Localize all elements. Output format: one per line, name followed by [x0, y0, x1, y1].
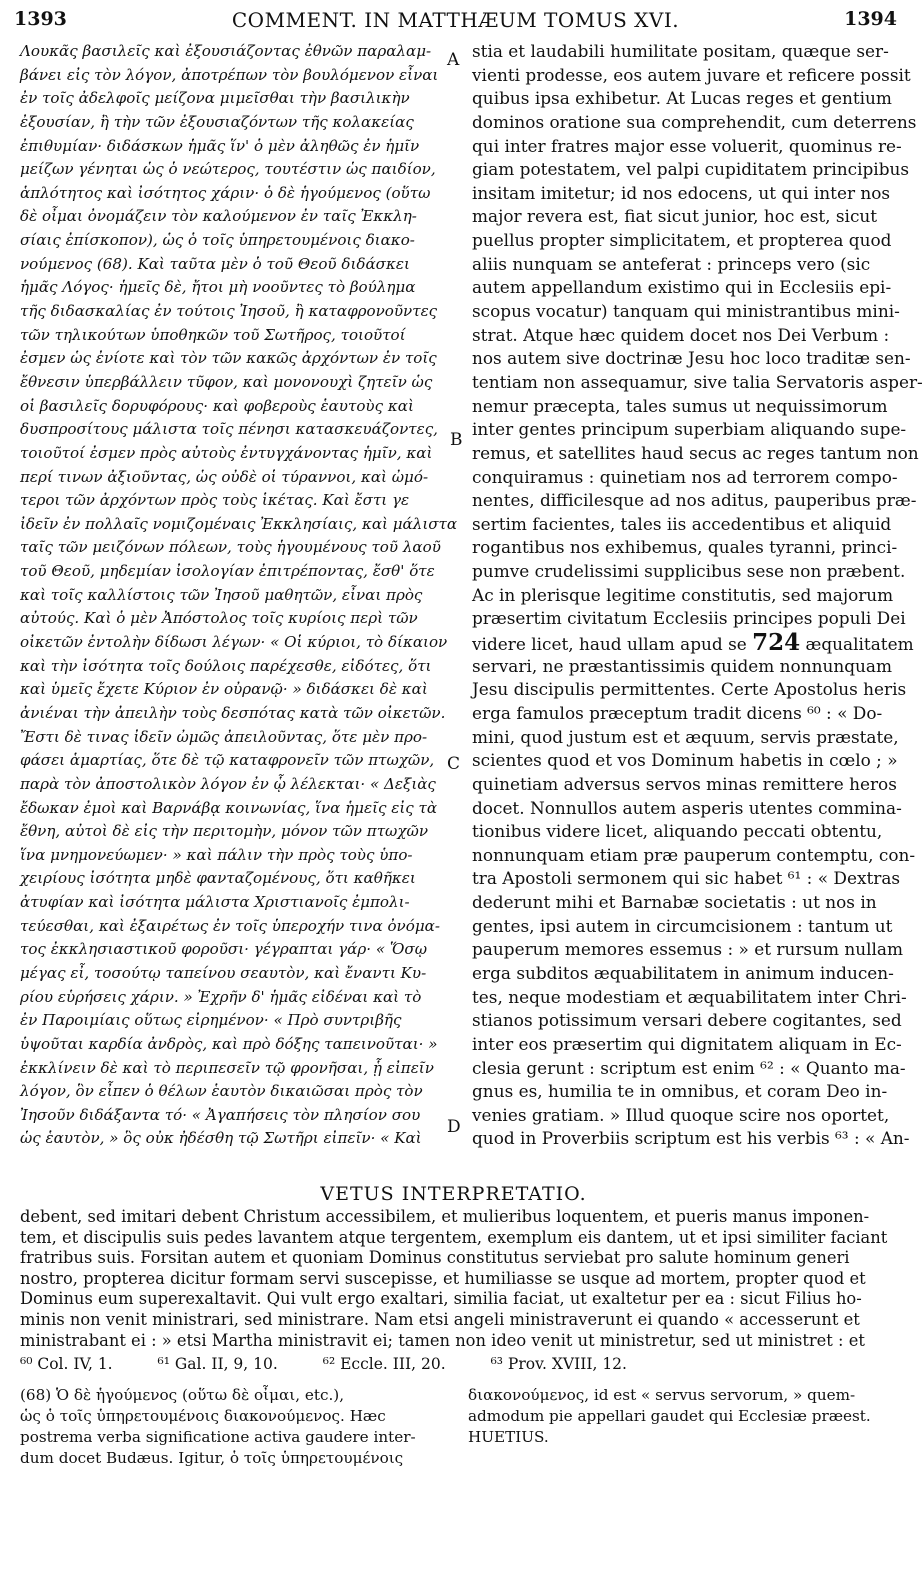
latin-text-line: rogantibus nos exhibemus, quales tyranni, princi- — [472, 537, 898, 558]
greek-text-line: τῆς διδασκαλίας ἐν τούτοις Ἰησοῦ, ἢ καταφρονοῦντες — [20, 302, 438, 321]
greek-text-line: τεύεσθαι, καὶ ἐξαιρέτως ἐν τοῖς ὑπεροχήν τινα ὀνόμα- — [20, 916, 440, 935]
latin-text-line: stianos potissimum versari debere cogitantes, sed — [472, 1010, 902, 1031]
margin-letter-b: B — [450, 430, 463, 450]
greek-text-line: ἰδεῖν ἐν πολλαῖς νομιζομέναις Ἐκκλησίαις, καὶ μάλιστα — [20, 514, 458, 533]
greek-text-line: ἵνα μνημονεύωμεν· » καὶ πάλιν τὴν πρὸς τοὺς ὑπο- — [20, 845, 413, 864]
latin-text-line: venies gratiam. » Illud quoque scire nos oportet, — [472, 1104, 890, 1125]
latin-text-line: erga famulos præceptum tradit dicens ⁶⁰ : « Do- — [472, 702, 883, 723]
editor-note-right — [468, 1385, 898, 1448]
greek-text-line: ρίου εὑρήσεις χάριν. » Ἐχρῆν δ' ἡμᾶς εἰδέναι καὶ τὸ — [20, 987, 422, 1006]
latin-text-line: gnus es, humilia te in omnibus, et coram Deo in- — [472, 1081, 888, 1102]
editor-note-line: dum docet Budæus. Igitur, ὁ τοῖς ὑπηρετουμένοις — [20, 1449, 404, 1467]
greek-text-line: καὶ τοῖς καλλίστοις τῶν Ἰησοῦ μαθητῶν, εἶναι πρὸς — [20, 585, 423, 604]
text-fragment: æqualitatem — [800, 634, 914, 655]
greek-text-line: Ἔστι δὲ τινας ἰδεῖν ὠμῶς ἀπειλοῦντας, ὅτε μὲν προ- — [20, 727, 428, 746]
footnote: ⁶⁰ Col. IV, 1. — [20, 1355, 113, 1373]
greek-text-line: παρὰ τὸν ἀποστολικὸν λόγον ἐν ᾧ λέλεκται· « Δεξιὰς — [20, 774, 436, 793]
editor-note-line: διακονούμενος, id est « servus servorum, » quem- — [468, 1386, 856, 1404]
latin-text-line: servari, ne præstantissimis quidem nonnunquam — [472, 655, 892, 676]
greek-text-line: χειρίους ἰσότητα μηδὲ φανταζομένους, ὅτι καθῆκει — [20, 869, 416, 888]
greek-text-line: καὶ ὑμεῖς ἔχετε Κύριον ἐν οὐρανῷ· » διδάσκει δὲ καὶ — [20, 680, 428, 699]
latin-text-line: dederunt mihi et Barnabæ societatis : ut nos in — [472, 892, 877, 913]
greek-text-line: ἀνιέναι τὴν ἀπειλὴν τοὺς δεσπότας κατὰ τῶν οἰκετῶν. — [20, 703, 446, 722]
latin-text-line: puellus propter simplicitatem, et propterea quod — [472, 230, 892, 251]
vetus-text-line: ministrabant ei : » etsi Martha ministravit ei; tamen non ideo venit ut ministretur, sed ut ministret : et — [20, 1330, 865, 1350]
greek-text-line: φάσει ἁμαρτίας, ὅτε δὲ τῷ καταφρονεῖν τῶν πτωχῶν, — [20, 751, 435, 770]
latin-column — [472, 40, 923, 1180]
editor-note-line: (68) Ὁ δὲ ἡγούμενος (οὕτω δὲ οἶμαι, etc.), — [20, 1386, 345, 1404]
latin-text-line: strat. Atque hæc quidem docet nos Dei Verbum : — [472, 324, 890, 345]
latin-text-line: scopus vocatur) tanquam qui ministrantibus mini- — [472, 301, 900, 322]
latin-text-line: sertim facientes, tales iis accedentibus et aliquid — [472, 513, 892, 534]
greek-text-line: ἐκκλίνειν δὲ καὶ τὸ περιπεσεῖν τῷ φρονῆσαι, ᾗ εἰπεῖν — [20, 1058, 434, 1077]
latin-text-line: insitam imitetur; id nos edocens, ut qui inter nos — [472, 182, 891, 203]
running-header — [14, 6, 897, 34]
margin-letter-d: D — [447, 1117, 461, 1137]
latin-text-line: aliis nunquam se anteferat : princeps vero (sic — [472, 253, 871, 274]
running-title: COMMENT. IN MATTHÆUM TOMUS XVI. — [231, 8, 680, 32]
greek-text-line: ἀτυφίαν καὶ ἰσότητα μάλιστα Χριστιανοῖς ἐμπολι- — [20, 893, 410, 912]
text-fragment: videre licet, haud ullam apud se — [472, 634, 753, 655]
page-number-left: 1393 — [14, 8, 67, 30]
latin-text-line: nemur præcepta, tales sumus ut nequissimorum — [472, 395, 888, 416]
vetus-text-line: tem, et discipulis suis pedes lavantem atque tergentem, exemplum eis dantem, ut et ipsi similiter faciant — [20, 1227, 888, 1247]
footnotes — [20, 1355, 900, 1373]
greek-text-line: ἔθνη, αὐτοὶ δὲ εἰς τὴν περιτομὴν, μόνον τῶν πτωχῶν — [20, 822, 428, 841]
migne-column-number: 724 — [752, 629, 801, 657]
greek-text-line: αὐτούς. Καὶ ὁ μὲν Ἀπόστολος τοῖς κυρίοις περὶ τῶν — [20, 609, 418, 628]
latin-text-line: nos autem sive doctrinæ Jesu hoc loco traditæ sen- — [472, 348, 911, 369]
latin-text-line: quod in Proverbiis scriptum est his verbis ⁶³ : « An- — [472, 1128, 910, 1149]
greek-text-line: δυσπροσίτους μάλιστα τοῖς πένησι κατασκευάζοντες, — [20, 420, 438, 439]
editor-note-line: postrema verba significatione activa gaudere inter- — [20, 1428, 416, 1446]
greek-text-line: λόγον, ὃν εἶπεν ὁ θέλων ἑαυτὸν δικαιῶσαι πρὸς τὸν — [20, 1082, 423, 1101]
greek-text-line: τῶν τηλικούτων ὑποθηκῶν τοῦ Σωτῆρος, τοιοῦτοί — [20, 325, 406, 344]
latin-text-line: mini, quod justum est et æquum, servis præstate, — [472, 726, 899, 747]
latin-text-line: conquiramus : quinetiam nos ad terrorem compo- — [472, 466, 898, 487]
latin-text-line: docet. Nonnullos autem asperis utentes commina- — [472, 797, 902, 818]
greek-text-line: ἐν τοῖς ἀδελφοῖς μείζονα μιμεῖσθαι τὴν βασιλικὴν — [20, 89, 410, 108]
vetus-text-line: debent, sed imitari debent Christum accessibilem, et mulieribus loquentem, et pueris manus imponen- — [20, 1207, 870, 1226]
greek-text-line: τοιοῦτοί ἐσμεν πρὸς αὐτοὺς ἐντυγχάνοντας ἡμῖν, καὶ — [20, 443, 433, 462]
greek-text-line: ἁπλότητος καὶ ἰσότητος χάριν· ὁ δὲ ἡγούμενος (οὕτω — [20, 183, 431, 202]
latin-text-line: vienti prodesse, eos autem juvare et reficere possit — [472, 64, 911, 85]
latin-text-line: tentiam non assequamur, sive talia Servatoris asper- — [472, 371, 923, 392]
vetus-text-line: nostro, propterea dicitur formam servi suscepisse, et humiliasse se usque ad mortem, propter quod et — [20, 1268, 866, 1288]
latin-text-line: nonnunquam etiam præ pauperum contemptu, con- — [472, 844, 916, 865]
latin-text-line: præsertim civitatum Ecclesiis principes populi Dei — [472, 608, 906, 629]
greek-text-line: ἡμᾶς Λόγος· ἡμεῖς δὲ, ἤτοι μὴ νοοῦντες τὸ βούλημα — [20, 278, 416, 297]
greek-text-line: σίαις ἐπίσκοπον), ὡς ὁ τοῖς ὑπηρετουμένοις διακο- — [20, 231, 415, 250]
greek-text-line: βάνει εἰς τὸν λόγον, ἀποτρέπων τὸν βουλόμενον εἶναι — [20, 65, 439, 84]
latin-text-line: nentes, difficilesque ad nos aditus, pauperibus præ- — [472, 490, 917, 511]
margin-letter-c: C — [447, 754, 461, 774]
latin-text-line: pauperum memores essemus : » et rursum nullam — [472, 939, 903, 960]
latin-text-line: remus, et satellites haud secus ac reges tantum non — [472, 442, 919, 463]
latin-text-line: inter eos præsertim qui dignitatem aliquam in Ec- — [472, 1033, 902, 1054]
editor-note-left — [20, 1385, 450, 1469]
latin-text-line: qui inter fratres major esse voluerit, quominus re- — [472, 135, 902, 156]
greek-text-line: οἱ βασιλεῖς δορυφόρους· καὶ φοβεροὺς ἑαυτοὺς καὶ — [20, 396, 414, 415]
editor-note-line: ὡς ὁ τοῖς ὑπηρετουμένοις διακονούμενος. Hæc — [20, 1407, 386, 1425]
greek-text-line: ἐξουσίαν, ἢ τὴν τῶν ἐξουσιαζόντων τῆς κολακείας — [20, 112, 414, 131]
greek-text-line: ἐν Παροιμίαις οὕτως εἰρημένον· « Πρὸ συντριβῆς — [20, 1011, 402, 1030]
latin-text-line: clesia gerunt : scriptum est enim ⁶² : « Quanto ma- — [472, 1057, 906, 1078]
greek-text-line: καὶ τὴν ἰσότητα τοῖς δούλοις παρέχεσθε, εἰδότες, ὅτι — [20, 656, 432, 675]
greek-text-line: ὑψοῦται καρδία ἀνδρὸς, καὶ πρὸ δόξης ταπεινοῦται· » — [20, 1034, 438, 1053]
margin-letter-a: A — [447, 50, 460, 70]
greek-text-line: τος ἐκκλησιαστικοῦ φοροῦσι· γέγραπται γάρ· « Ὅσῳ — [20, 940, 428, 959]
greek-text-line: Ἰησοῦν διδάξαντα τό· « Ἀγαπήσεις τὸν πλησίον σου — [20, 1105, 421, 1124]
latin-text-line: quibus ipsa exhibetur. At Lucas reges et gentium — [472, 88, 892, 109]
greek-text-line: τεροι τῶν ἀρχόντων πρὸς τοὺς ἱκέτας. Καὶ ἔστι γε — [20, 491, 410, 510]
greek-text-line: δὲ οἶμαι ὀνομάζειν τὸν καλούμενον ἐν ταῖς Ἐκκλη- — [20, 207, 417, 226]
latin-text-line: quinetiam adversus servos minas remittere heros — [472, 773, 897, 794]
latin-text-line: scientes quod et vos Dominum habetis in cœlo ; » — [472, 750, 898, 771]
greek-text-line: οἰκετῶν ἐντολὴν δίδωσι λέγων· « Οἱ κύριοι, τὸ δίκαιον — [20, 633, 448, 652]
latin-text-line: dominos oratione sua comprehendit, cum deterrens — [472, 111, 917, 132]
latin-text-line: Ac in plerisque legitime constitutis, sed majorum — [472, 584, 894, 605]
vetus-text-line: fratribus suis. Forsitan autem et quoniam Dominus constitutus serviebat pro salute hominum generi — [20, 1248, 850, 1268]
footnote: ⁶¹ Gal. II, 9, 10. — [157, 1355, 278, 1373]
latin-text-line: erga subditos æquabilitatem in animum inducen- — [472, 962, 894, 983]
greek-text-line: ἐσμεν ὡς ἐνίοτε καὶ τὸν τῶν κακῶς ἀρχόντων ἐν τοῖς — [20, 349, 437, 368]
footnote: ⁶² Eccle. III, 20. — [322, 1355, 446, 1373]
vetus-text — [20, 1207, 892, 1351]
greek-text-line: ἐπιθυμίαν· διδάσκων ἡμᾶς ἵν' ὁ μὲν ἀληθῶς ἐν ἡμῖν — [20, 136, 420, 155]
latin-text-line: inter gentes principum superbiam aliquando supe- — [472, 419, 907, 440]
greek-text-line: μέγας εἶ, τοσούτῳ ταπείνου σεαυτὸν, καὶ ἔναντι Κυ- — [20, 963, 427, 982]
latin-text-line: tra Apostoli sermonem qui sic habet ⁶¹ : « Dextras — [472, 868, 901, 889]
latin-text-line: pumve crudelissimi supplicibus sese non præbent. — [472, 561, 906, 582]
greek-text-line: ἔδωκαν ἐμοὶ καὶ Βαρνάβᾳ κοινωνίας, ἵνα ἡμεῖς εἰς τὰ — [20, 798, 438, 817]
latin-text-line: gentes, ipsi autem in circumcisionem : tantum ut — [472, 915, 893, 936]
footnote: ⁶³ Prov. XVIII, 12. — [490, 1355, 627, 1373]
vetus-title: VETUS INTERPRETATIO. — [320, 1183, 587, 1205]
latin-text-line — [472, 629, 914, 657]
latin-text-line: giam potestatem, vel palpi cupiditatem principibus — [472, 159, 910, 180]
latin-text-line: tes, neque modestiam et æquabilitatem inter Chri- — [472, 986, 907, 1007]
latin-text-line: major revera est, fiat sicut junior, hoc est, sicut — [472, 206, 878, 227]
greek-text-line: περί τινων ἀξιοῦντας, ὡς οὐδὲ οἱ τύραννοι, καὶ ὠμό- — [20, 467, 429, 486]
greek-column — [20, 40, 458, 1180]
greek-text-line: Λουκᾶς βασιλεῖς καὶ ἐξουσιάζοντας ἐθνῶν παραλαμ- — [20, 42, 432, 60]
page-number-right: 1394 — [844, 8, 897, 30]
greek-text-line: ἔθνεσιν ὑπερβάλλειν τῦφον, καὶ μονονουχὶ ζητεῖν ὡς — [20, 372, 433, 391]
editor-note-line: HUETIUS. — [468, 1428, 549, 1446]
greek-text-line: νούμενος (68). Καὶ ταῦτα μὲν ὁ τοῦ Θεοῦ διδάσκει — [20, 254, 410, 273]
vetus-text-line: minis non venit ministrari, sed ministrare. Nam etsi angeli ministraverunt ei quando « accesserunt et — [20, 1309, 860, 1329]
greek-text-line: τοῦ Θεοῦ, μηδεμίαν ἰσολογίαν ἐπιτρέποντας, ἔσθ' ὅτε — [20, 562, 435, 581]
editor-note-line: admodum pie appellari gaudet qui Ecclesiæ præest. — [468, 1407, 871, 1425]
greek-text-line: ὡς ἑαυτὸν, » ὃς οὐκ ἠδέσθη τῷ Σωτῆρι εἰπεῖν· « Καὶ — [20, 1129, 422, 1148]
greek-text-line: ταῖς τῶν μειζόνων πόλεων, τοὺς ἡγουμένους τοῦ λαοῦ — [20, 538, 441, 557]
latin-text-line: tionibus videre licet, aliquando peccati obtentu, — [472, 821, 883, 842]
latin-text-line: autem appellandum existimo qui in Ecclesiis epi- — [472, 277, 892, 298]
latin-text-line: stia et laudabili humilitate positam, quæque ser- — [472, 41, 889, 61]
greek-text-line: μείζων γένηται ὡς ὁ νεώτερος, τουτέστιν ὡς παιδίον, — [20, 160, 436, 179]
latin-text-line: Jesu discipulis permittentes. Certe Apostolus heris — [472, 679, 907, 700]
vetus-text-line: Dominus eum superexaltavit. Qui vult ergo exaltari, similia faciat, ut exaltetur per ea : sicut Filius ho- — [20, 1289, 862, 1309]
